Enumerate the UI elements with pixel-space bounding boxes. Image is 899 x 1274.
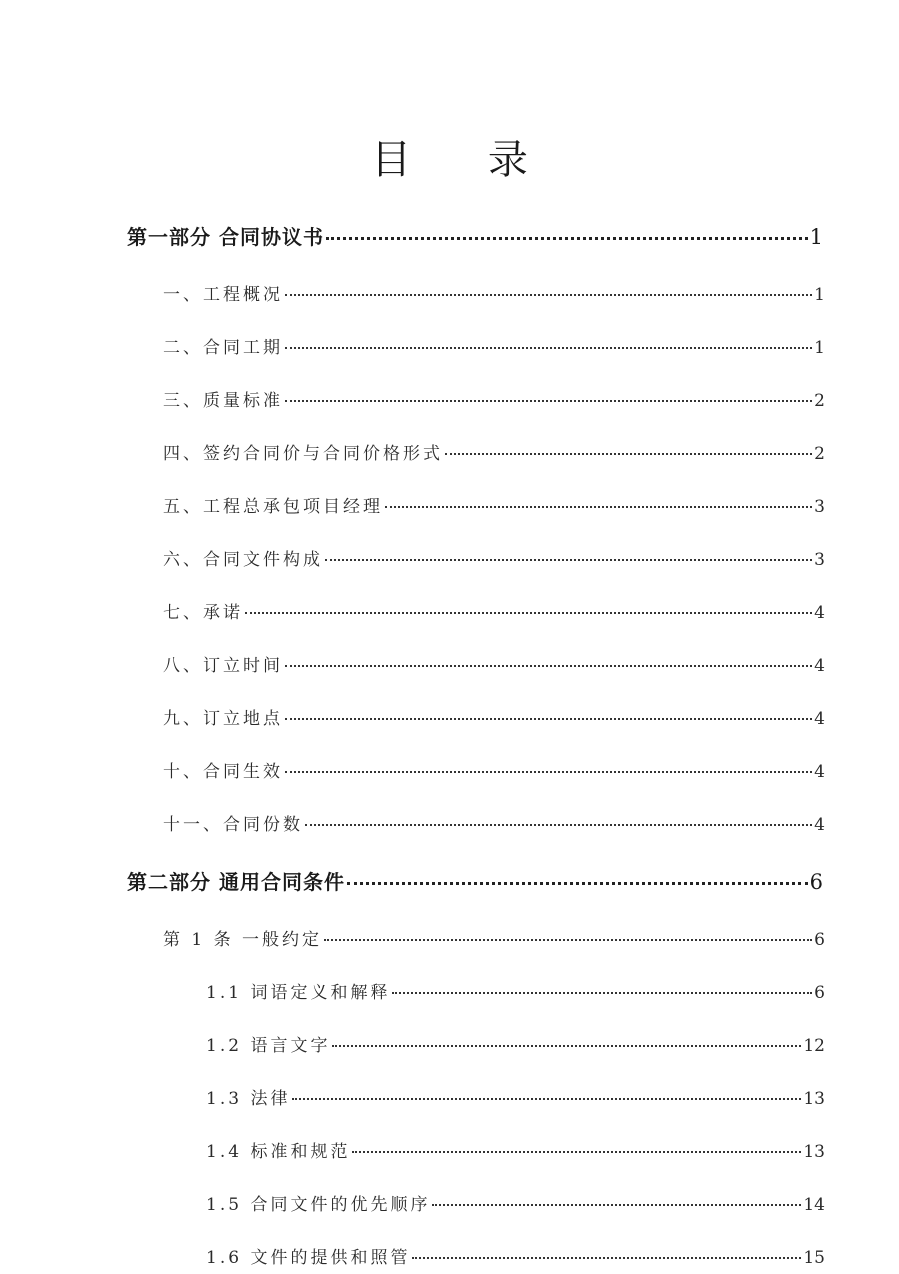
dot-leader — [324, 939, 812, 941]
toc-entry[interactable] — [206, 1084, 825, 1109]
toc-entry-part-2[interactable] — [127, 866, 824, 895]
dot-leader — [305, 824, 812, 826]
toc-entry[interactable] — [163, 386, 825, 411]
toc-entry[interactable] — [206, 1190, 825, 1215]
toc-entry[interactable] — [163, 280, 825, 305]
toc-entry[interactable] — [163, 651, 825, 676]
toc-entry-page: 14 — [803, 1195, 825, 1215]
toc-entry-label: 六、合同文件构成 — [163, 550, 323, 570]
dot-leader — [347, 882, 808, 885]
toc-entry-label: 八、订立时间 — [163, 656, 283, 676]
toc-entry-label: 四、签约合同价与合同价格形式 — [163, 444, 443, 464]
toc-entry-page: 4 — [814, 656, 825, 676]
toc-entry-label: 第二部分 通用合同条件 — [127, 870, 345, 894]
toc-entry-page: 6 — [814, 930, 825, 950]
toc-entry[interactable] — [163, 757, 825, 782]
toc-entry-page: 1 — [814, 285, 825, 305]
toc-entry[interactable] — [206, 1137, 825, 1162]
toc-entry[interactable] — [163, 598, 825, 623]
toc-entry[interactable] — [163, 439, 825, 464]
dot-leader — [412, 1257, 801, 1259]
toc-entry-part-1[interactable] — [127, 221, 824, 250]
toc-entry[interactable] — [163, 810, 825, 835]
toc-entry-label: 五、工程总承包项目经理 — [163, 497, 383, 517]
toc-entry-page: 4 — [814, 815, 825, 835]
dot-leader — [245, 612, 812, 614]
dot-leader — [285, 347, 812, 349]
toc-entry-label: 二、合同工期 — [163, 338, 283, 358]
dot-leader — [292, 1098, 801, 1100]
toc-entry-page: 3 — [814, 550, 825, 570]
toc-entry-label: 第 1 条 一般约定 — [163, 930, 323, 950]
dot-leader — [285, 400, 812, 402]
toc-entry-page: 1 — [814, 338, 825, 358]
toc-entry[interactable] — [163, 545, 825, 570]
toc-entry[interactable] — [163, 492, 825, 517]
toc-entry-label: 1.5 合同文件的优先顺序 — [206, 1195, 431, 1215]
toc-entry-label: 1.6 文件的提供和照管 — [206, 1248, 411, 1268]
dot-leader — [445, 453, 812, 455]
toc-entry-page: 4 — [814, 762, 825, 782]
toc-entry-page: 15 — [803, 1248, 825, 1268]
toc-entry[interactable] — [206, 978, 825, 1003]
toc-entry-label: 1.1 词语定义和解释 — [206, 983, 391, 1003]
dot-leader — [332, 1045, 801, 1047]
dot-leader — [385, 506, 812, 508]
toc-entry-page: 2 — [814, 391, 825, 411]
dot-leader — [285, 665, 812, 667]
toc-entry-page: 6 — [814, 983, 825, 1003]
toc-entry-page: 4 — [814, 709, 825, 729]
dot-leader — [432, 1204, 801, 1206]
toc-entry-page: 6 — [809, 870, 824, 894]
dot-leader — [325, 559, 812, 561]
toc-entry-label: 十、合同生效 — [163, 762, 283, 782]
toc-entry[interactable] — [206, 1031, 825, 1056]
toc-entry-page: 1 — [809, 225, 824, 249]
toc-entry-page: 13 — [803, 1142, 825, 1162]
dot-leader — [352, 1151, 801, 1153]
dot-leader — [392, 992, 812, 994]
toc-entry[interactable] — [163, 333, 825, 358]
toc-entry-label: 一、工程概况 — [163, 285, 283, 305]
toc-entry-label: 第一部分 合同协议书 — [127, 225, 324, 249]
toc-entry-page: 13 — [803, 1089, 825, 1109]
toc-entry-page: 2 — [814, 444, 825, 464]
toc-entry[interactable] — [206, 1243, 825, 1268]
dot-leader — [326, 237, 808, 240]
dot-leader — [285, 771, 812, 773]
toc-entry-page: 12 — [803, 1036, 825, 1056]
dot-leader — [285, 718, 812, 720]
toc-entry-label: 1.4 标准和规范 — [206, 1142, 351, 1162]
toc-entry-label: 十一、合同份数 — [163, 815, 303, 835]
toc-entry-label: 1.2 语言文字 — [206, 1036, 331, 1056]
toc-entry-label: 七、承诺 — [163, 603, 243, 623]
toc-entry[interactable] — [163, 704, 825, 729]
toc-entry[interactable] — [163, 925, 825, 950]
toc-entry-page: 3 — [814, 497, 825, 517]
toc-entry-page: 4 — [814, 603, 825, 623]
toc-entry-label: 三、质量标准 — [163, 391, 283, 411]
page-title: 目 录 — [371, 137, 560, 183]
toc-entry-label: 1.3 法律 — [206, 1089, 291, 1109]
toc-entry-label: 九、订立地点 — [163, 709, 283, 729]
dot-leader — [285, 294, 812, 296]
